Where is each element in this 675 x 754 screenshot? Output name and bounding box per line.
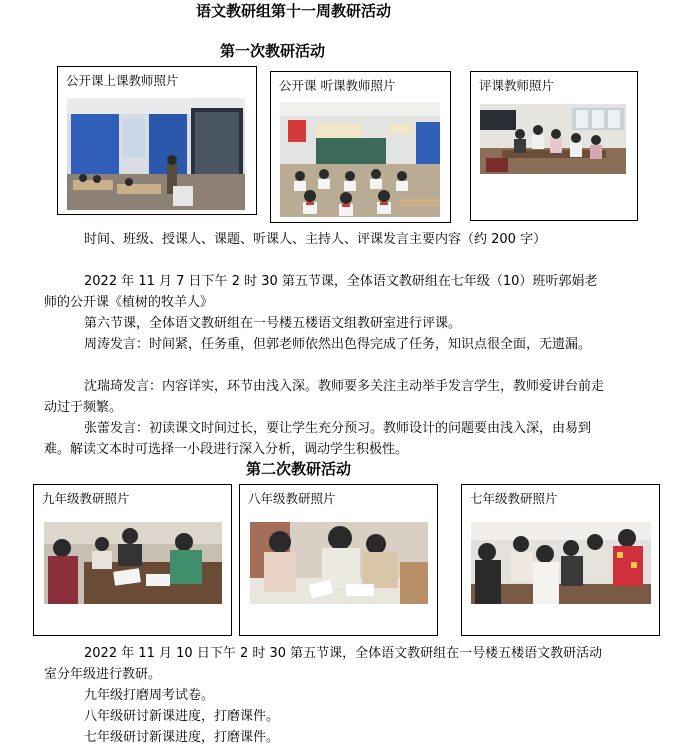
photo-frame-evaluation [470, 71, 638, 221]
paragraph-grade8-task: 八年级研讨新课进度，打磨课件。 [84, 709, 280, 724]
lesson-evaluation-photo [480, 104, 626, 174]
paragraph-public-lesson: 2022 年 11 月 7 日下午 2 时 30 第五节课，全体语文教研组在七年级（10）班听郭娟老师的公开课《植树的牧羊人》 [44, 274, 598, 310]
photo-frame-grade8 [239, 484, 438, 636]
grade7-research-photo [471, 522, 651, 604]
photo-caption: 七年级教研照片 [470, 491, 558, 506]
paragraph-shen-ruiqi-remark: 沈瑞琦发言：内容详实，环节由浅入深。教师要多关注主动举手发言学生，教师爱讲台前走动过于频繁。 [44, 379, 605, 415]
paragraph-grade-research: 2022 年 11 月 10 日下午 2 时 30 第五节课，全体语文教研组在一号楼五楼语文教研活动室分年级进行教研。 [44, 646, 603, 682]
photo-caption: 八年级教研照片 [248, 491, 336, 506]
photo-caption: 公开课 听课教师照片 [279, 78, 396, 93]
paragraph-lesson-evaluation: 第六节课，全体语文教研组在一号楼五楼语文组教研室进行评课。 [84, 316, 462, 331]
paragraph-zhou-tao-remark: 周涛发言：时间紧，任务重，但郭老师依然出色得完成了任务，知识点很全面，无遗漏。 [84, 337, 592, 352]
second-activity-heading: 第二次教研活动 [246, 460, 352, 478]
grade9-research-photo [44, 522, 222, 604]
photo-caption: 公开课上课教师照片 [66, 73, 179, 88]
photo-frame-grade9 [33, 484, 232, 636]
document-title: 语文教研组第十一周教研活动 [196, 2, 392, 20]
photo-frame-teacher-lecturing [57, 66, 257, 215]
paragraph-zhang-lei-remark: 张蕾发言：初读课文时间过长，要让学生充分预习。教师设计的问题要由浅入深，由易到难。解读文本时可选择一小段进行深入分析，调动学生积极性。 [44, 421, 592, 457]
photo-caption: 评课教师照片 [479, 78, 555, 93]
photo-caption: 九年级教研照片 [42, 491, 130, 506]
paragraph-grade9-task: 九年级打磨周考试卷。 [84, 688, 215, 703]
classroom-listening-photo [280, 102, 440, 217]
photo-frame-listening-teachers [270, 71, 451, 223]
grade8-research-photo [250, 522, 428, 604]
classroom-lecture-photo [67, 98, 245, 210]
paragraph-summary-requirements: 时间、班级、授课人、课题、听课人、主持人、评课发言主要内容（约 200 字） [84, 232, 547, 247]
paragraph-grade7-task: 七年级研讨新课进度，打磨课件。 [84, 730, 280, 745]
photo-frame-grade7 [461, 484, 660, 636]
first-activity-heading: 第一次教研活动 [220, 42, 326, 60]
